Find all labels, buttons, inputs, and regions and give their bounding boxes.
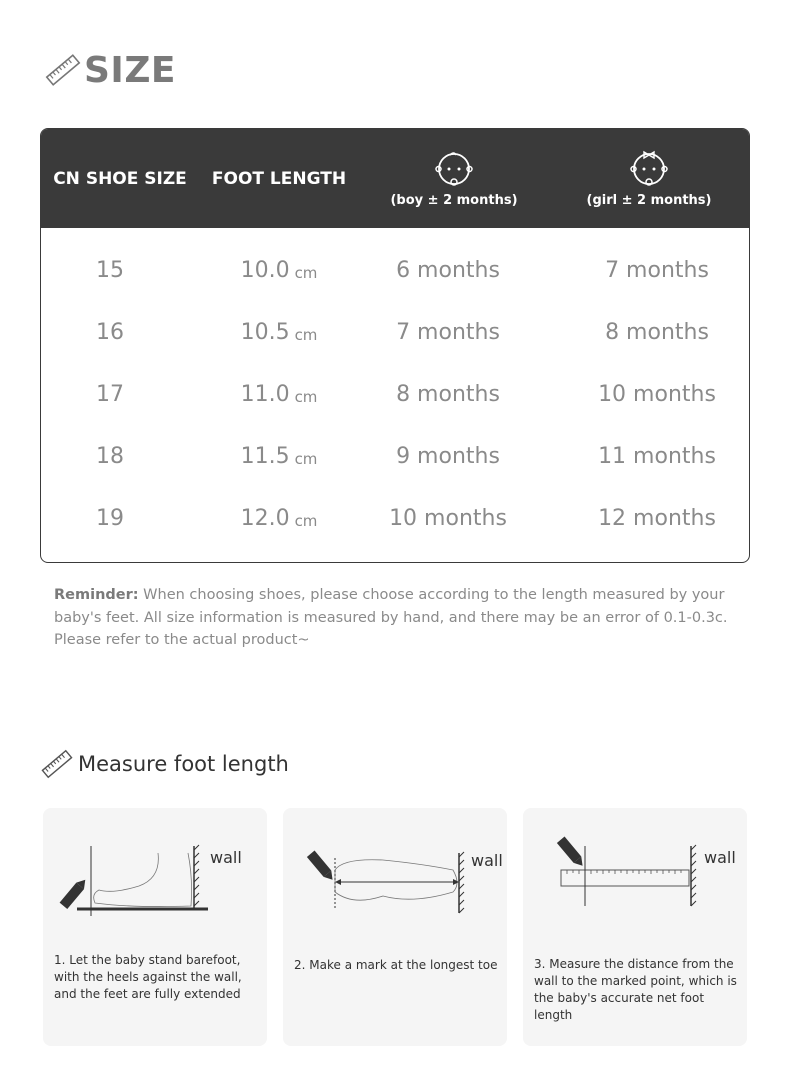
step-desc-3: 3. Measure the distance from the wall to the marked point, which is the baby's accurate net foot length bbox=[534, 957, 737, 1022]
step-desc-1: 1. Let the baby stand barefoot, with the heels against the wall, and the feet are fully extended bbox=[54, 953, 242, 1001]
cell-size: 17 bbox=[96, 381, 124, 407]
measure-heading bbox=[40, 746, 289, 782]
cell-boy: 9 months bbox=[396, 443, 500, 469]
cell-length: 10.0 cm bbox=[240, 257, 318, 283]
cell-boy: 6 months bbox=[396, 257, 500, 283]
ruler-icon bbox=[40, 747, 74, 781]
cell-size: 16 bbox=[96, 319, 124, 345]
cell-length: 12.0 cm bbox=[240, 505, 318, 531]
ruler-icon bbox=[44, 51, 82, 89]
cell-girl: 10 months bbox=[598, 381, 716, 407]
table-row bbox=[41, 239, 749, 301]
reminder-label: Reminder: bbox=[54, 587, 139, 603]
table-body bbox=[41, 228, 749, 549]
step-card-3 bbox=[523, 808, 747, 1046]
size-heading bbox=[44, 50, 176, 90]
cell-girl: 12 months bbox=[598, 505, 716, 531]
cell-length: 11.5 cm bbox=[240, 443, 318, 469]
cell-size: 19 bbox=[96, 505, 124, 531]
measure-title: Measure foot length bbox=[78, 752, 289, 776]
cell-girl: 7 months bbox=[605, 257, 709, 283]
size-table bbox=[40, 128, 750, 563]
step-desc-2: 2. Make a mark at the longest toe bbox=[294, 958, 498, 972]
wall-label: wall bbox=[704, 848, 736, 867]
cell-length: 10.5 cm bbox=[240, 319, 318, 345]
table-header bbox=[41, 129, 749, 228]
cell-boy: 7 months bbox=[396, 319, 500, 345]
wall-label: wall bbox=[210, 848, 242, 867]
baby-boy-icon bbox=[434, 149, 474, 189]
baby-girl-icon bbox=[629, 149, 669, 189]
wall-label: wall bbox=[471, 851, 503, 870]
foot-standing-illustration bbox=[43, 808, 267, 938]
cell-length: 11.0 cm bbox=[240, 381, 318, 407]
cell-girl: 11 months bbox=[598, 443, 716, 469]
header-foot-length: FOOT LENGTH bbox=[211, 168, 347, 189]
cell-boy: 8 months bbox=[396, 381, 500, 407]
cell-girl: 8 months bbox=[605, 319, 709, 345]
header-girl: (girl ± 2 months) bbox=[549, 129, 749, 228]
step-card-2 bbox=[283, 808, 507, 1046]
table-row bbox=[41, 301, 749, 363]
table-row bbox=[41, 425, 749, 487]
cell-size: 15 bbox=[96, 257, 124, 283]
size-title: SIZE bbox=[84, 49, 177, 91]
table-row bbox=[41, 487, 749, 549]
reminder-text bbox=[54, 584, 744, 652]
header-boy: (boy ± 2 months) bbox=[359, 129, 549, 228]
cell-size: 18 bbox=[96, 443, 124, 469]
step-card-1 bbox=[43, 808, 267, 1046]
reminder-body: When choosing shoes, please choose according to the length measured by your baby's feet. All size information is measured by hand, and there may be an error of 0.1-0.3c. Please refer to the actual product~ bbox=[54, 587, 728, 648]
ruler-measure-illustration bbox=[523, 808, 747, 938]
cell-boy: 10 months bbox=[389, 505, 507, 531]
foot-mark-illustration bbox=[283, 808, 507, 938]
header-shoe-size: CN SHOE SIZE bbox=[53, 168, 187, 189]
table-row bbox=[41, 363, 749, 425]
